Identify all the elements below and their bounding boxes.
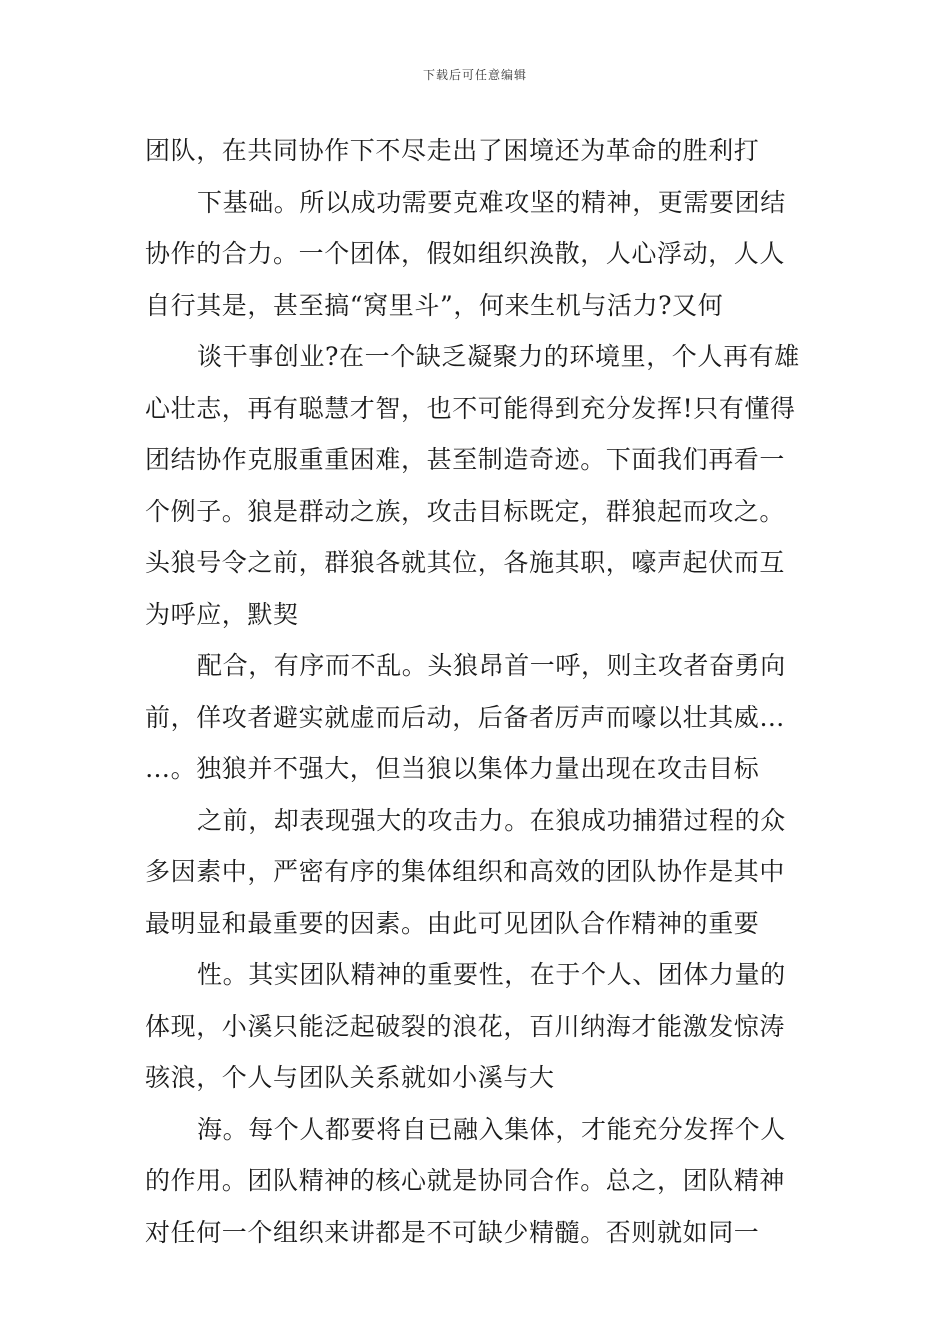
text-line: 之前，却表现强大的攻击力。在狼成功捕猎过程的众: [197, 805, 786, 835]
text-line: 骇浪，个人与团队关系就如小溪与大: [145, 1063, 555, 1092]
text-line: 自行其是，甚至搞“窝里斗”，何来生机与活力?又何: [145, 290, 724, 320]
text-line: 团队，在共同协作下不尽走出了困境还为革命的胜利打: [145, 136, 760, 165]
text-line: 最明显和最重要的因素。由此可见团队合作精神的重要: [145, 908, 760, 938]
text-line: 团结协作克服重重困难，甚至制造奇迹。下面我们再看一: [145, 445, 786, 474]
text-line: 对任何一个组织来讲都是不可缺少精髓。否则就如同一: [145, 1217, 760, 1247]
text-line: 海。每个人都要将自已融入集体，才能充分发挥个人: [197, 1114, 786, 1144]
text-line: 前，佯攻者避实就虚而后动，后备者厉声而嚎以壮其威…: [145, 702, 786, 732]
text-line: 为呼应，默契: [145, 599, 299, 629]
text-line: 多因素中，严密有序的集体组织和高效的团队协作是其中: [145, 857, 786, 886]
text-line: 配合，有序而不乱。头狼昂首一呼，则主攻者奋勇向: [197, 651, 786, 680]
text-line: 下基础。所以成功需要克难攻坚的精神，更需要团结: [197, 187, 786, 217]
text-line: 的作用。团队精神的核心就是协同合作。总之，团队精神: [145, 1166, 786, 1195]
text-line: 性。其实团队精神的重要性，在于个人、团体力量的: [197, 960, 786, 989]
document-body: [145, 125, 815, 1258]
text-line: 个例子。狼是群动之族，攻击目标既定，群狼起而攻之。: [145, 496, 786, 526]
text-line: 头狼号令之前，群狼各就其位，各施其职，嚎声起伏而互: [145, 548, 786, 577]
text-line: 协作的合力。一个团体，假如组织涣散，人心浮动，人人: [145, 239, 786, 268]
text-line: 心壮志，再有聪慧才智，也不可能得到充分发挥!只有懂得: [145, 393, 796, 423]
page-header: 下载后可任意编辑: [422, 68, 527, 82]
text-line: …。独狼并不强大，但当狼以集体力量出现在攻击目标: [145, 754, 760, 783]
text-line: 体现，小溪只能泛起破裂的浪花，百川纳海才能激发惊涛: [145, 1011, 786, 1041]
text-line: 谈干事创业?在一个缺乏凝聚力的环境里，个人再有雄: [197, 342, 800, 371]
